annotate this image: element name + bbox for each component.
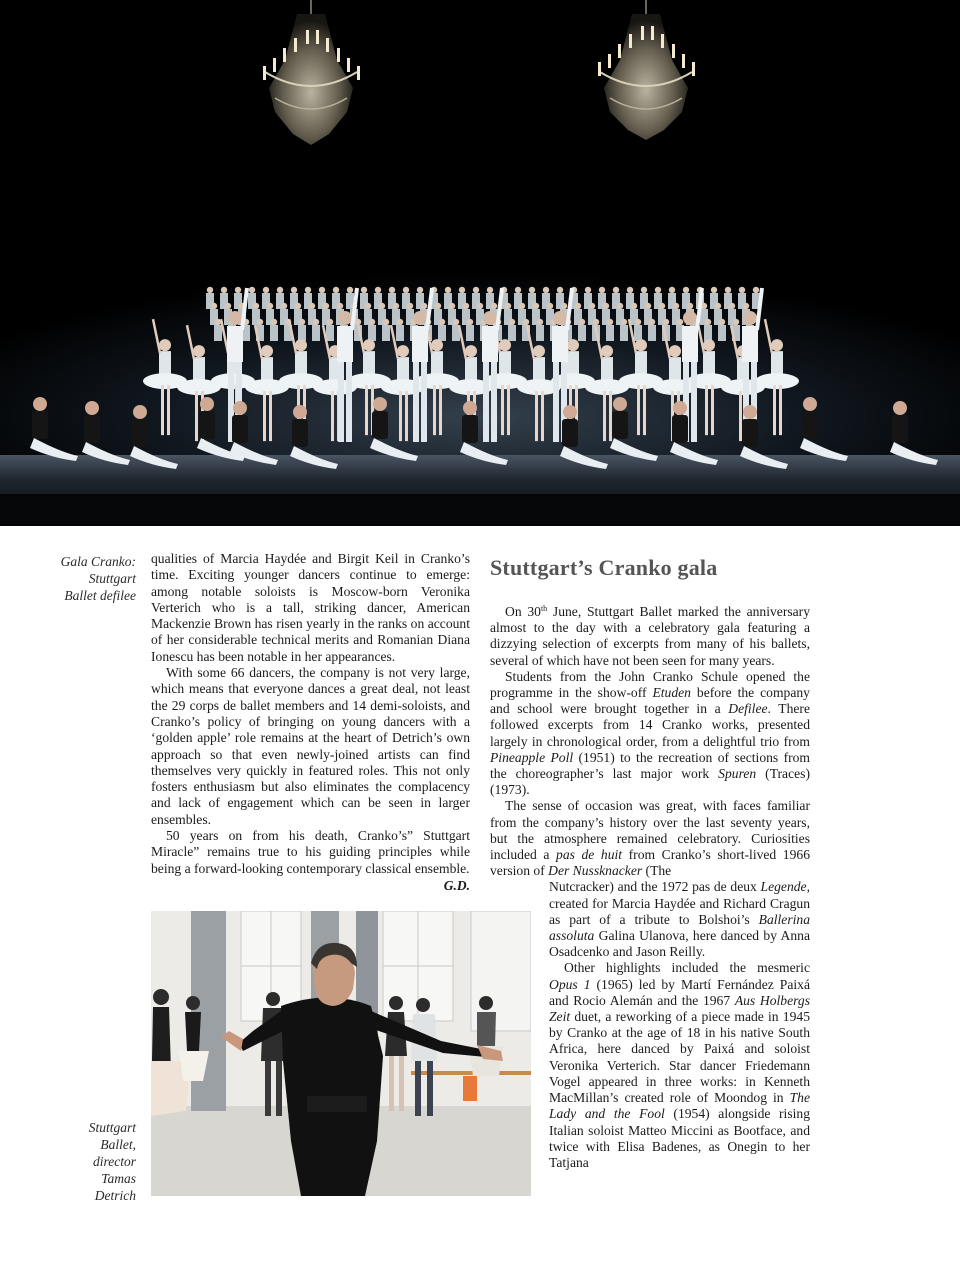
dancer [438,319,446,341]
caption-line: Ballet, [100,1137,136,1152]
caption-gala [28,553,136,604]
dancer [704,319,712,341]
paragraph [490,669,810,799]
dancer [508,319,516,341]
italic-title: Opus 1 [549,976,591,992]
dancer [326,319,334,341]
text-run: . There followed excerpts from 14 Cranko works, presented largely in chronological order, from a delightful trio from [490,701,810,749]
paragraph: qualities of Marcia Haydée and Birgit Keil in Cranko’s time. Exciting younger dancers continue to emerge: among notable soloists is Moscow-born Veronika Verterich who is a tall, striking dancer, American Mackenzie Brown has risen yearly in the ranks on account of her considerable technical merits and Romanian Diana Ionescu has been notable in her appearances. [151,551,470,664]
text-run: (1951) to the recreation of sections from the choreographer’s last major work [490,749,810,782]
caption-line: Tamas [101,1171,136,1186]
paragraph: With some 66 dancers, the company is not very large, which means that everyone dances a great deal, not least the 29 corps de ballet members and 14 demi-soloists, and Cranko’s policy of bringing on young dancers with a ‘golden apple’ role remains at the heart of Detrich’s own approach so that even newly-joined artists can find themselves very quickly in featured roles. This not only fosters enthusiasm but also eliminates the complacency and lack of engagement which can be seen in larger ensembles. [151,665,470,827]
paragraph: 50 years on from his death, Cranko’s” Stuttgart Miracle” remains true to his guiding principles while being a forward-looking contemporary classical ensemble. [151,828,470,876]
text-run: Students from the John Cranko Schule opened the programme in the show-off [490,668,810,701]
italic-title: Defilee [728,701,768,717]
caption-line: Stuttgart [88,571,136,586]
paragraph [549,960,810,1171]
dancer [312,319,320,341]
column-left [151,551,470,894]
rehearsal-illustration [151,911,531,1196]
stage-illustration [0,0,960,526]
text-run: (1965) led by Martí Fernández Paixá and Rocio Alemán and the 1967 [549,976,810,1008]
dancer [536,319,544,341]
italic-title: Aus Holbergs Zeit [549,992,810,1025]
caption-line: Gala Cranko: [60,554,136,569]
paragraph [490,601,810,669]
dancer [382,319,390,341]
dancer [298,319,306,341]
text-run: (The [642,863,672,879]
dancer [368,319,376,341]
dancer [578,319,586,341]
dancer [620,319,628,341]
dancer [634,319,642,341]
caption-line: Stuttgart [88,1120,136,1135]
italic-title: The Lady and the Fool [549,1090,810,1122]
italic-title: Legende [760,879,807,895]
italic-title: Spuren [718,766,757,782]
italic-title: pas de huit [556,847,623,863]
text-run: On 30 [505,604,541,619]
text-run: Other highlights included the mesmeric [564,960,810,976]
italic-title: Pineapple Poll [490,749,574,765]
rehearsal-photo [151,911,531,1196]
caption-line: Ballet defilee [64,588,136,603]
text-run: The sense of occasion was great, with faces familiar from the company’s history over the last seventy years, but the atmosphere remained celebratory. Curiosities included a [490,798,810,863]
text-run: Galina Ulanova, here danced by Anna Osadcenko and Jason Reilly. [549,928,810,960]
dancer [270,319,278,341]
article-title: Stuttgart’s Cranko gala [490,555,718,580]
text-run: June, Stuttgart Ballet marked the anniversary almost to the day with a celebratory gala featuring a dizzying selection of excerpts from many of his ballets, several of which have not been seen for many years. [490,604,810,668]
text-run: from Cranko’s short-lived 1966 version of [490,847,810,879]
dancer [718,319,726,341]
text-run: Nutcracker) and the 1972 pas de deux [549,879,761,895]
text-run: before the company and school were brought together in a [490,685,810,717]
dancer [606,319,614,341]
italic-title: Ballerina assoluta [549,911,810,944]
italic-title: Der Nussknacker [548,863,643,879]
text-run: (Traces) (1973). [490,766,810,798]
wrapped-text [549,879,810,1171]
caption-line: Detrich [94,1188,136,1203]
caption-director [28,1119,136,1204]
superscript: th [540,604,548,613]
paragraph [490,798,810,879]
caption-line: director [93,1154,136,1169]
paragraph [549,879,810,960]
text-run: (1954) alongside rising Italian soloist Matteo Miccini as Bootface, and twice with Elisa Badenes, as Onegin to her Tatjana [549,1106,810,1170]
text-run: , created for Marcia Haydée and Richard Cragun as part of a tribute to Bolshoi’s [549,879,810,927]
dancer [648,319,656,341]
dancer [396,319,404,341]
author-signature: G.D. [443,877,470,893]
text-run: duet, a reworking of a piece made in 1945 by Cranko at the age of 18 in his native South Africa, here danced by Paixá and soloist Veronika Verterich. Star dancer Friedemann Vogel appeared in three works: in Kenneth MacMillan’s created role of Moondog in [549,1009,810,1106]
column-right [490,601,810,1171]
stage-photo [0,0,960,526]
italic-title: Etuden [652,685,691,701]
dancer [466,319,474,341]
